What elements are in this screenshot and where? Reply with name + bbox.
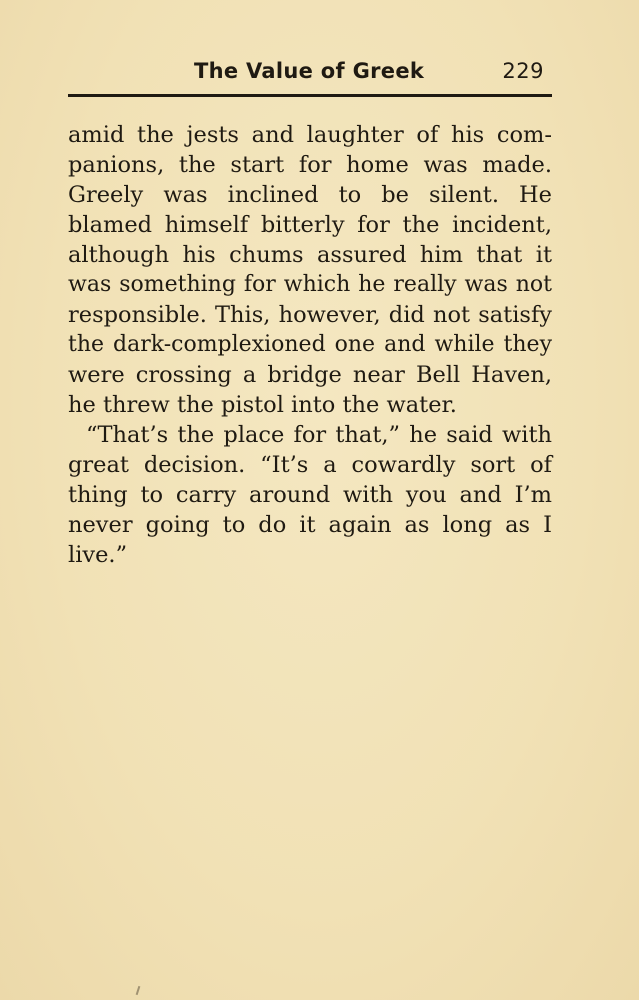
paragraph-2: [68, 420, 552, 570]
text-line: never going to do it again as long as I: [68, 512, 552, 538]
text-line: thing to carry around with you and I’m: [68, 482, 552, 508]
text-line: blamed himself bitterly for the incident,: [68, 212, 552, 238]
text-line: live.”: [68, 542, 128, 568]
paragraph-1: [68, 120, 552, 420]
text-line: Greely was inclined to be silent. He: [68, 182, 552, 208]
paper-speck: [136, 986, 141, 995]
body-text: [68, 120, 552, 570]
running-title: The Value of Greek: [194, 59, 425, 83]
text-line: he threw the pistol into the water.: [68, 392, 457, 418]
text-line: were crossing a bridge near Bell Haven,: [68, 362, 552, 388]
running-head: [68, 56, 552, 86]
text-line: responsible. This, however, did not satisfy: [68, 302, 552, 328]
page-number: 229: [502, 59, 544, 83]
text-line: great decision. “It’s a cowardly sort of: [68, 452, 552, 478]
text-line: although his chums assured him that it: [68, 242, 552, 268]
text-line: the dark-complexioned one and while they: [68, 332, 552, 357]
text-line: was something for which he really was not: [68, 272, 552, 297]
text-line: “That’s the place for that,” he said with: [86, 422, 552, 448]
text-line: amid the jests and laughter of his com-: [68, 122, 552, 148]
text-line: panions, the start for home was made.: [68, 152, 552, 178]
header-rule: [68, 94, 552, 97]
